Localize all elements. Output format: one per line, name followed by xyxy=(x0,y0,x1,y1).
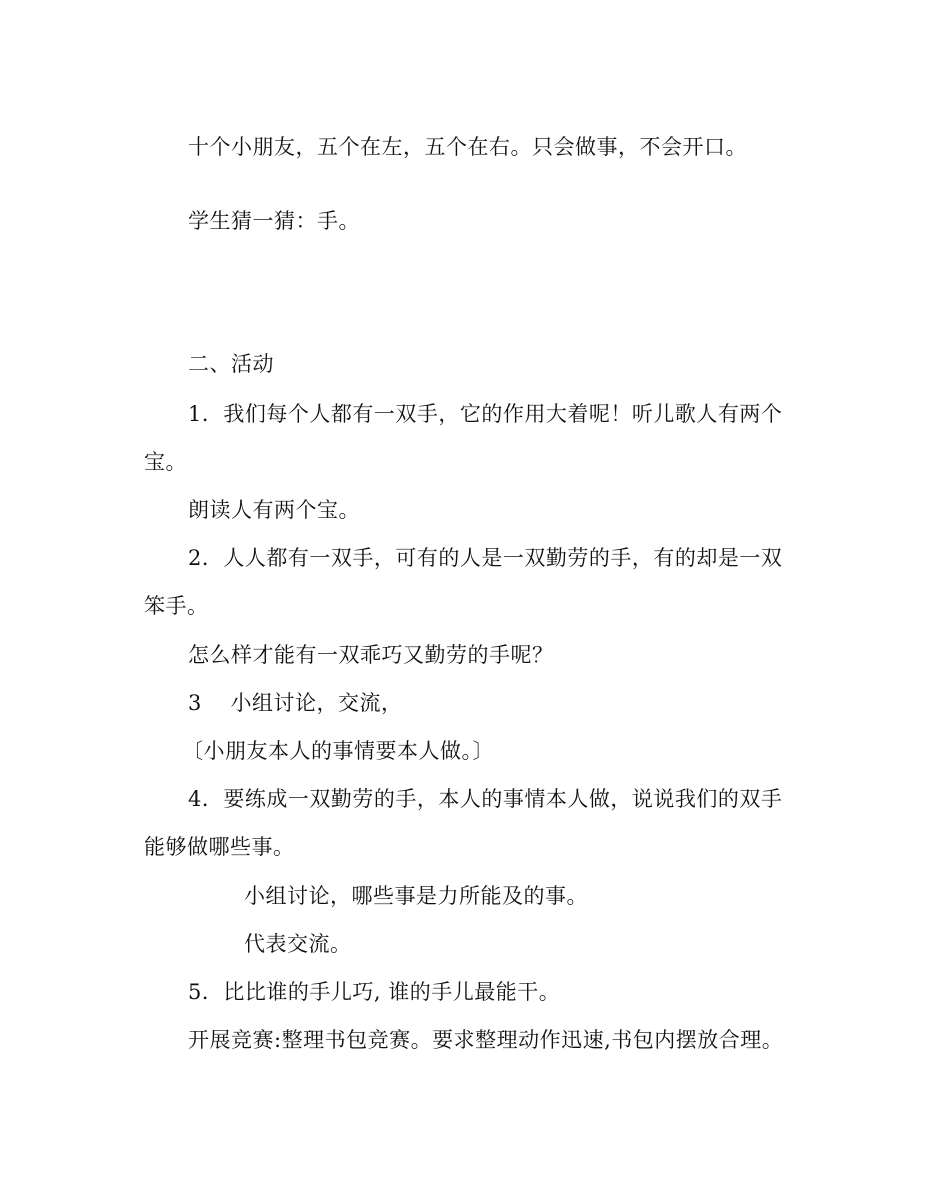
representative-exchange: 代表交流。 xyxy=(244,932,352,956)
read-aloud: 朗读人有两个宝。 xyxy=(188,498,360,522)
activity-5: 5．比比谁的手儿巧, 谁的手儿最能干。 xyxy=(188,980,561,1004)
activity-1-line-2: 宝。 xyxy=(144,450,187,474)
guess-answer: 学生猜一猜：手。 xyxy=(188,209,360,233)
bracket-note: 〔小朋友本人的事情要本人做。〕 xyxy=(182,739,494,763)
competition-line: 开展竞赛:整理书包竞赛。要求整理动作迅速,书包内摆放合理。 xyxy=(188,1028,784,1052)
activity-3: 3 小组讨论，交流， xyxy=(188,691,403,715)
activity-4-line-1: 4．要练成一双勤劳的手，本人的事情本人做，说说我们的双手 xyxy=(188,787,783,811)
activity-2-line-1: 2．人人都有一双手，可有的人是一双勤劳的手，有的却是一双 xyxy=(188,546,783,570)
activity-4-line-2: 能够做哪些事。 xyxy=(144,835,295,859)
activity-2-line-2: 笨手。 xyxy=(144,594,209,618)
section-heading: 二、活动 xyxy=(188,352,274,376)
riddle-text: 十个小朋友，五个在左，五个在右。只会做事，不会开口。 xyxy=(188,135,747,159)
activity-1-line-1: 1．我们每个人都有一双手，它的作用大着呢！听儿歌人有两个 xyxy=(188,402,783,426)
question-line: 怎么样才能有一双乖巧又勤劳的手呢？ xyxy=(188,643,554,667)
group-discussion: 小组讨论，哪些事是力所能及的事。 xyxy=(244,884,588,908)
